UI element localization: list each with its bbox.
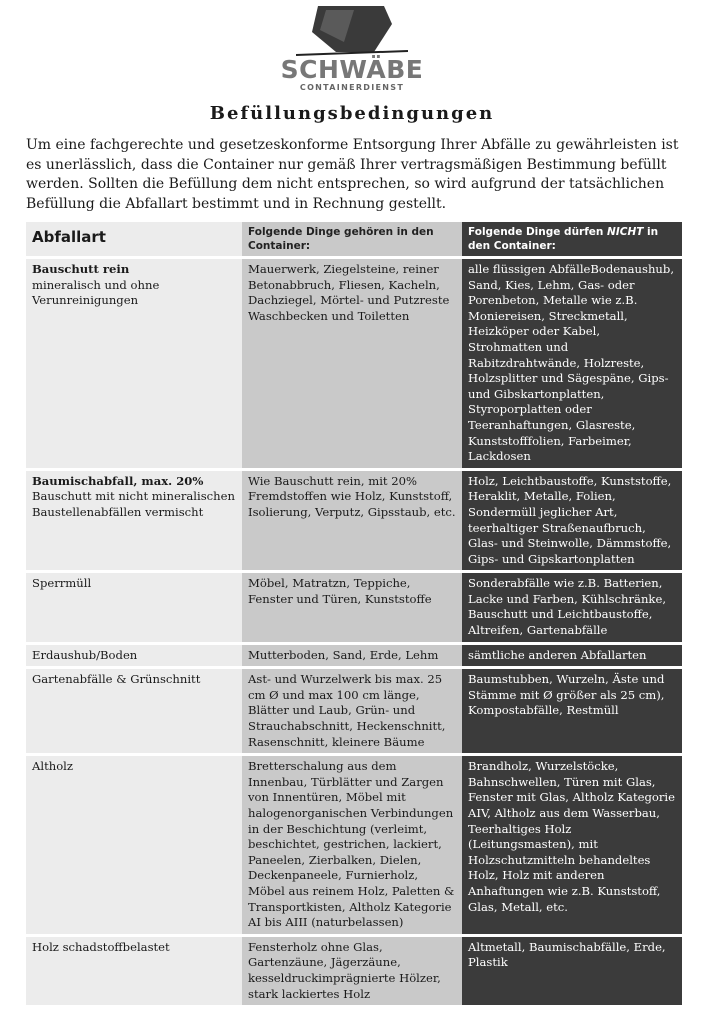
table-row [26, 937, 682, 1005]
category-description: Erdaushub/Boden [32, 647, 138, 662]
intro-paragraph: Um eine fachgerechte und gesetzeskonforme Entsorgung Ihrer Abfälle zu gewährleisten ist es unerlässlich, dass die Container nur gemäß Ihrer vertragsmäßigen Bestimmung befüllt werden. Sollten die Befüllung dem nicht entsprechen, so wird aufgrund der tatsächlichen Befüllung die Abfallart bestimmt und in Rechnung gestellt. [26, 137, 679, 212]
category-description: mineralisch und ohne Verunreinigungen [32, 277, 160, 308]
forbidden-cell: Holz, Leichtbaustoffe, Kunststoffe, Heraklit, Metalle, Folien, Sondermüll jeglicher Art, teerhaltiger Straßenaufbruch, Glas- und Steinwolle, Dämmstoffe, Gips- und Gipskartonplatten [462, 471, 682, 571]
header-forbidden-emphasis: NICHT [607, 226, 644, 238]
allowed-cell: Ast- und Wurzelwerk bis max. 25 cm Ø und max 100 cm länge, Blätter und Laub, Grün- und Strauchabschnitt, Heckenschnitt, Rasenschnitt, kleinere Bäume [242, 669, 462, 753]
header-allowed: Folgende Dinge gehören in den Container: [242, 222, 462, 256]
forbidden-cell: Altmetall, Baumischabfälle, Erde, Plastik [462, 937, 682, 1005]
page-title: Befüllungsbedingungen [209, 103, 495, 124]
header-abfallart: Abfallart [26, 222, 242, 256]
category-title: Bauschutt rein [32, 262, 130, 276]
allowed-cell: Fensterholz ohne Glas, Gartenzäune, Jägerzäune, kesseldruckimprägnierte Hölzer, stark lackiertes Holz [242, 937, 462, 1005]
allowed-cell: Möbel, Matratzn, Teppiche, Fenster und Türen, Kunststoffe [242, 573, 462, 641]
category-cell [26, 471, 242, 571]
allowed-cell: Mutterboden, Sand, Erde, Lehm [242, 645, 462, 667]
category-cell [26, 259, 242, 468]
header-forbidden [462, 222, 682, 256]
header-forbidden-part2: in den Container: [468, 226, 659, 252]
forbidden-cell: Sonderabfälle wie z.B. Batterien, Lacke und Farben, Kühlschränke, Bauschutt und Leichtbaustoffe, Altreifen, Gartenabfälle [462, 573, 682, 641]
category-title: Baumischabfall, max. 20% [32, 473, 204, 488]
table-row [26, 259, 682, 468]
table-header-row [26, 222, 682, 256]
category-description: Altholz [32, 759, 74, 774]
allowed-cell: Bretterschalung aus dem Innenbau, Türblätter und Zargen von Innentüren, Möbel mit halogenorganischen Verbindungen in der Beschichtung (verleimt, beschichtet, gestrichen, lackiert, Paneelen, Zierbalken, Dielen, Deckenpaneele, Furnierholz, Möbel aus reinem Holz, Paletten & Transportkisten, Altholz Kategorie AI bis AIII (naturbelassen) [242, 756, 462, 934]
table-row [26, 645, 682, 667]
logo [0, 2, 704, 102]
table-row [26, 471, 682, 571]
table-row [26, 573, 682, 641]
conditions-table [26, 219, 682, 1008]
forbidden-cell: alle flüssigen AbfälleBodenaushub, Sand, Kies, Lehm, Gas- oder Porenbeton, Metalle wie z.B. Moniereisen, Streckmetall, Heizköper oder Kabel, Strohmatten und Rabitzdrahtwände, Holzreste, Holzsplitter und Sägespäne, Gips- und Gibskartonplatten, Styroporplatten oder Teeranhaftungen, Glasreste, Kunststofffolien, Farbeimer, Lackdosen [462, 259, 682, 468]
forbidden-cell: sämtliche anderen Abfallarten [462, 645, 682, 667]
forbidden-cell: Baumstubben, Wurzeln, Äste und Stämme mit Ø größer als 25 cm), Kompostabfälle, Restmüll [462, 669, 682, 753]
logo-subtitle: CONTAINERDIENST [299, 83, 405, 92]
allowed-cell: Mauerwerk, Ziegelsteine, reiner Betonabbruch, Fliesen, Kacheln, Dachziegel, Mörtel- und Putzreste Waschbecken und Toiletten [242, 259, 462, 468]
category-description: Bauschutt mit nicht mineralischen Baustellenabfällen vermischt [32, 489, 235, 519]
category-description: Gartenabfälle & Grünschnitt [32, 672, 201, 687]
container-logo-icon [296, 2, 408, 58]
category-cell [26, 645, 242, 667]
logo-name: SCHWÄBE [280, 55, 424, 84]
table-row [26, 669, 682, 753]
category-cell [26, 669, 242, 753]
forbidden-cell: Brandholz, Wurzelstöcke, Bahnschwellen, Türen mit Glas, Fenster mit Glas, Altholz Kategorie AIV, Altholz aus dem Wasserbau, Teerhaltiges Holz (Leitungsmasten), mit Holzschutzmitteln behandeltes Holz, Holz mit anderen Anhaftungen wie z.B. Kunststoff, Glas, Metall, etc. [462, 756, 682, 934]
category-cell [26, 756, 242, 934]
table-row [26, 756, 682, 934]
allowed-cell: Wie Bauschutt rein, mit 20% Fremdstoffen wie Holz, Kunststoff, Isolierung, Verputz, Gipsstaub, etc. [242, 471, 462, 571]
category-description: Holz schadstoffbelastet [32, 939, 170, 954]
category-cell [26, 573, 242, 641]
category-cell [26, 937, 242, 1005]
category-description: Sperrmüll [32, 576, 92, 591]
header-forbidden-part1: Folgende Dinge dürfen [468, 226, 608, 238]
